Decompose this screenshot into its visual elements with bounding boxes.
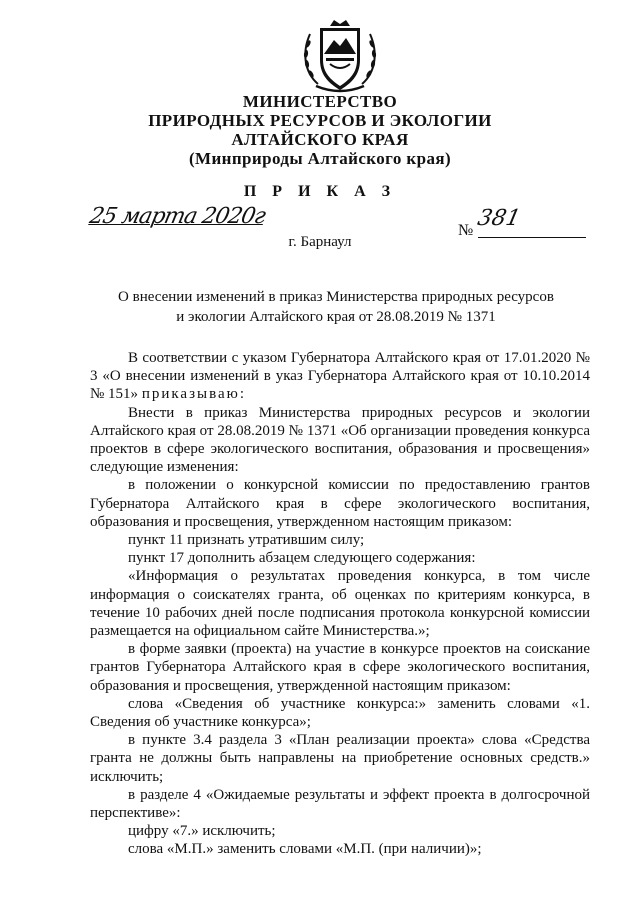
- handwritten-order-date: 25 марта 2020г: [87, 204, 268, 229]
- body-paragraph: в пункте 3.4 раздела 3 «План реализации проекта» слова «Средства гранта не должны быть направлены на приобретение основных средств.» исключить;: [90, 732, 590, 785]
- body-paragraph: пункт 11 признать утратившим силу;: [128, 532, 365, 549]
- body-paragraph: «Информация о результатах проведения конкурса, в том числе информация о соискателях гранта, об оценках по критериям конкурса, в течение 10 рабочих дней после подписания протокола конкурсной комиссии размещается на официальном сайте Министерства.»;: [90, 568, 590, 640]
- preamble-text: В соответствии с указом Губернатора Алтайского края от 17.01.2020 № 3 «О внесении изменений в указ Губернатора Алтайского края от 10.10.2014 № 151»: [90, 350, 590, 403]
- body-paragraph: Внести в приказ Министерства природных ресурсов и экологии Алтайского края от 28.08.2019 № 1371 «Об организации проведения конкурса проектов в сфере экологического воспитания, образования и просвещения» следующие изменения:: [90, 404, 590, 476]
- ministry-name-line-2: ПРИРОДНЫХ РЕСУРСОВ И ЭКОЛОГИИ: [148, 111, 492, 130]
- body-paragraph: в разделе 4 «Ожидаемые результаты и эффект проекта в долгосрочной перспективе»:: [90, 786, 590, 822]
- body-paragraph: слова «Сведения об участнике конкурса:» заменить словами «1. Сведения об участнике конкурса»;: [90, 695, 590, 731]
- handwritten-order-number: 381: [475, 206, 523, 231]
- issue-city: г. Барнаул: [288, 234, 352, 250]
- order-subject-line-1: О внесении изменений в приказ Министерства природных ресурсов: [118, 289, 554, 305]
- body-paragraph: в форме заявки (проекта) на участие в конкурсе проектов на соискание грантов Губернатора Алтайского края в сфере экологического воспитания, образования и просвещения, утвержденной настоящим приказом:: [90, 641, 590, 694]
- preamble-paragraph: [90, 349, 590, 404]
- order-number-label: №: [458, 222, 474, 239]
- order-subject: [88, 287, 584, 327]
- ministry-name-line-3: АЛТАЙСКОГО КРАЯ: [231, 130, 409, 149]
- body-paragraph: слова «М.П.» заменить словами «М.П. (при наличии)»;: [128, 841, 482, 858]
- body-paragraph: в положении о конкурсной комиссии по предоставлению грантов Губернатора Алтайского края в сфере экологического воспитания, образования и просвещения, утвержденном настоящим приказом:: [90, 477, 590, 530]
- ministry-name-line-1: МИНИСТЕРСТВО: [242, 92, 398, 111]
- order-subject-line-2: и экологии Алтайского края от 28.08.2019 № 1371: [176, 309, 496, 325]
- order-keyword: приказываю:: [141, 386, 247, 403]
- ministry-short-name: (Минприроды Алтайского края): [188, 149, 452, 168]
- order-body: [90, 349, 590, 859]
- body-paragraph: пункт 17 дополнить абзацем следующего содержания:: [128, 550, 476, 567]
- coat-of-arms-emblem-icon: [296, 14, 384, 100]
- document-type-title: П Р И К А З: [243, 183, 397, 200]
- body-paragraph: цифру «7.» исключить;: [128, 823, 276, 840]
